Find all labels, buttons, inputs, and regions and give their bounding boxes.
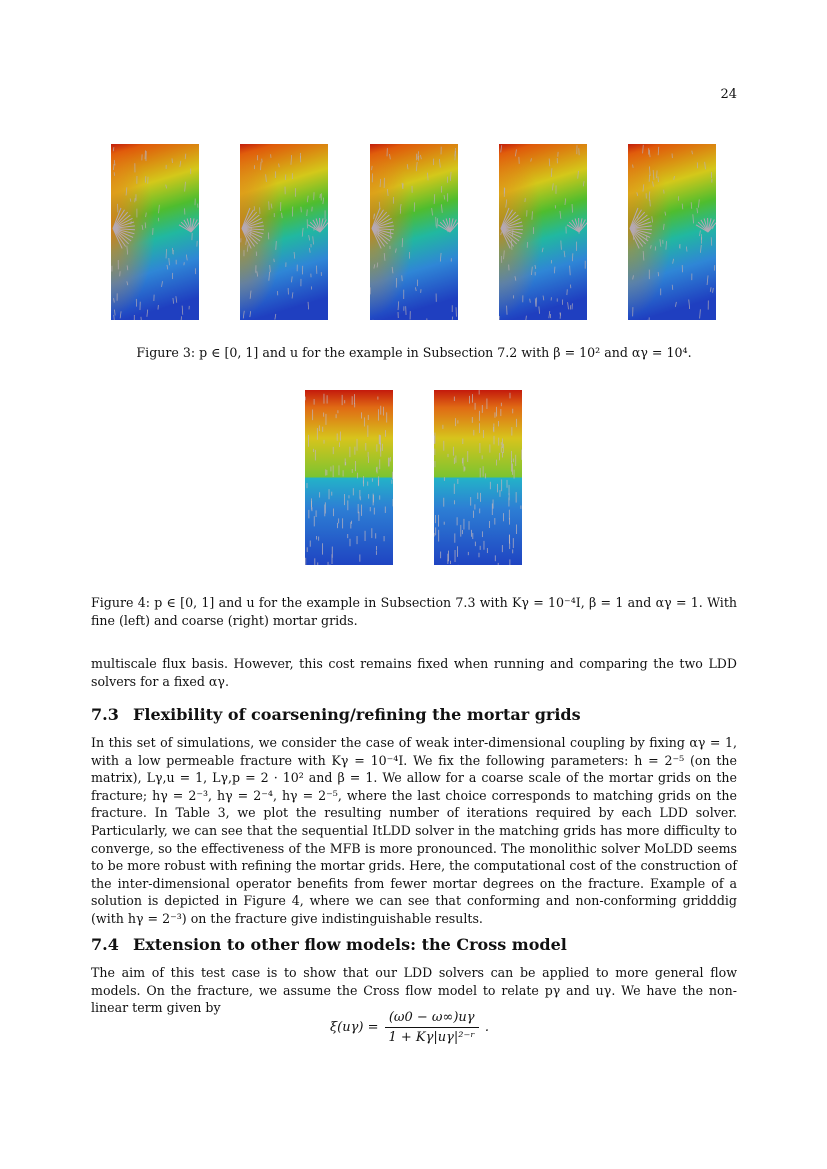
pressure-field-image bbox=[305, 390, 393, 565]
section-number: 7.4 bbox=[91, 935, 119, 954]
figure-4-panel-fine bbox=[305, 390, 393, 565]
equation-numerator: (ω0 − ω∞)uγ bbox=[385, 1010, 479, 1028]
figure-4-panel-coarse bbox=[434, 390, 522, 565]
section-7-4-heading bbox=[91, 935, 567, 954]
pressure-field-image bbox=[434, 390, 522, 565]
figure-3-panel-2 bbox=[240, 144, 328, 320]
pressure-field-image bbox=[111, 144, 199, 320]
pressure-field-image bbox=[628, 144, 716, 320]
section-7-3-body: In this set of simulations, we consider the case of weak inter-dimensional coupling by fixing αγ = 1, with a low permeable fracture with Kγ = 10⁻⁴I. We fix the following parameters: h = 2⁻⁵ (on the matrix), Lγ,u = 1, Lγ,p = 2 · 10² and β = 1. We allow for a coarse scale of the mortar grids on the fracture; hγ = 2⁻³, hγ = 2⁻⁴, hγ = 2⁻⁵, where the last choice corresponds to matching grids on the fracture. In Table 3, we plot the resulting number of iterations required by each LDD solver. Particularly, we can see that the sequential ItLDD solver in the matching grids has more difficulty to converge, so the effectiveness of the MFB is more pronounced. The monolithic solver MoLDD seems to be more robust with refining the mortar grids. Here, the computational cost of the construction of the inter-dimensional operator benefits from fewer mortar degrees on the fracture. Example of a solution is depicted in Figure 4, where we can see that conforming and non-conforming gridddig (with hγ = 2⁻³) on the fracture give indistinguishable results. bbox=[91, 735, 737, 926]
section-title: Flexibility of coarsening/refining the mortar grids bbox=[133, 705, 581, 724]
section-7-3-heading bbox=[91, 705, 581, 724]
section-number: 7.3 bbox=[91, 705, 119, 724]
equation-lhs: ξ(uγ) = bbox=[330, 1020, 379, 1035]
pressure-field-image bbox=[499, 144, 587, 320]
figure-3-panel-5 bbox=[628, 144, 716, 320]
equation-end: . bbox=[484, 1020, 490, 1035]
figure-3-panel-4 bbox=[499, 144, 587, 320]
cross-model-equation bbox=[330, 1010, 489, 1045]
equation-denominator: 1 + Kγ|uγ|²⁻ʳ bbox=[388, 1030, 475, 1045]
section-title: Extension to other flow models: the Cross model bbox=[133, 935, 567, 954]
figure-4-caption: Figure 4: p ∈ [0, 1] and u for the example in Subsection 7.3 with Kγ = 10⁻⁴I, β = 1 and αγ = 1. With fine (left) and coarse (right) mortar grids. bbox=[91, 595, 737, 628]
intro-paragraph: multiscale flux basis. However, this cost remains fixed when running and comparing the two LDD solvers for a fixed αγ. bbox=[91, 656, 737, 689]
figure-3-caption: Figure 3: p ∈ [0, 1] and u for the example in Subsection 7.2 with β = 10² and αγ = 10⁴. bbox=[136, 345, 692, 360]
pressure-field-image bbox=[370, 144, 458, 320]
pressure-field-image bbox=[240, 144, 328, 320]
figure-3-panel-1 bbox=[111, 144, 199, 320]
equation-fraction bbox=[384, 1010, 478, 1045]
figure-3-panel-3 bbox=[370, 144, 458, 320]
section-7-4-body: The aim of this test case is to show that our LDD solvers can be applied to more general flow models. On the fracture, we assume the Cross flow model to relate pγ and uγ. We have the non-linear term given by bbox=[91, 965, 737, 1016]
page-number: 24 bbox=[720, 87, 737, 102]
